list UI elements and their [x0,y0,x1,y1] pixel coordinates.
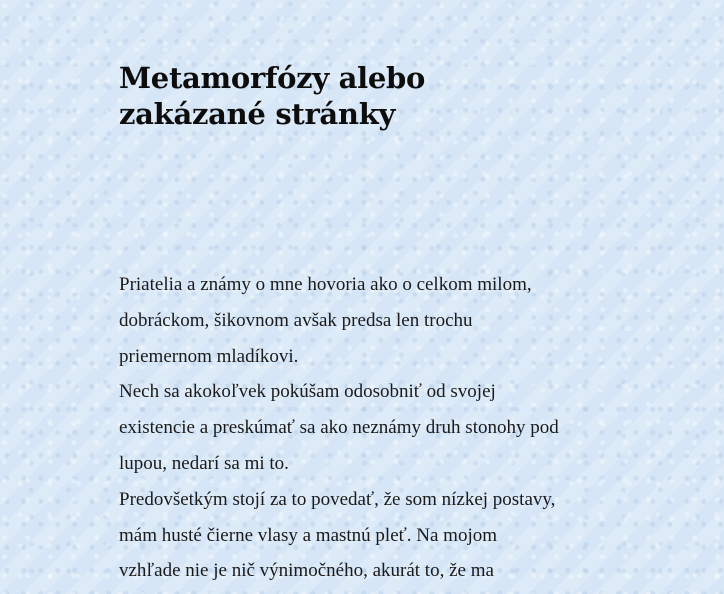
body-line: Predovšetkým stojí za to povedať, že som nízkej postavy, [119,488,556,510]
body-line: lupou, nedarí sa mi to. [119,452,289,474]
body-line: priemernom mladíkovi. [119,345,299,367]
title-line-1: Metamorfózy alebo [119,61,426,95]
body-line: existencie a preskúmať sa ako neznámy druh stonohy pod [119,417,559,439]
body-line: dobráckom, šikovnom avšak predsa len trochu [119,309,473,331]
title-line-2: zakázané stránky [119,97,396,131]
body-line: vzhľade nie je nič výnimočného, akurát to, že ma [119,560,494,582]
document-body [119,267,619,589]
body-line: mám husté čierne vlasy a mastnú pleť. Na mojom [119,524,497,546]
document-title [119,60,599,132]
body-line: Priatelia a známy o mne hovoria ako o celkom milom, [119,274,532,295]
document-page [119,0,619,594]
body-line: Nech sa akokoľvek pokúšam odosobniť od svojej [119,381,496,403]
